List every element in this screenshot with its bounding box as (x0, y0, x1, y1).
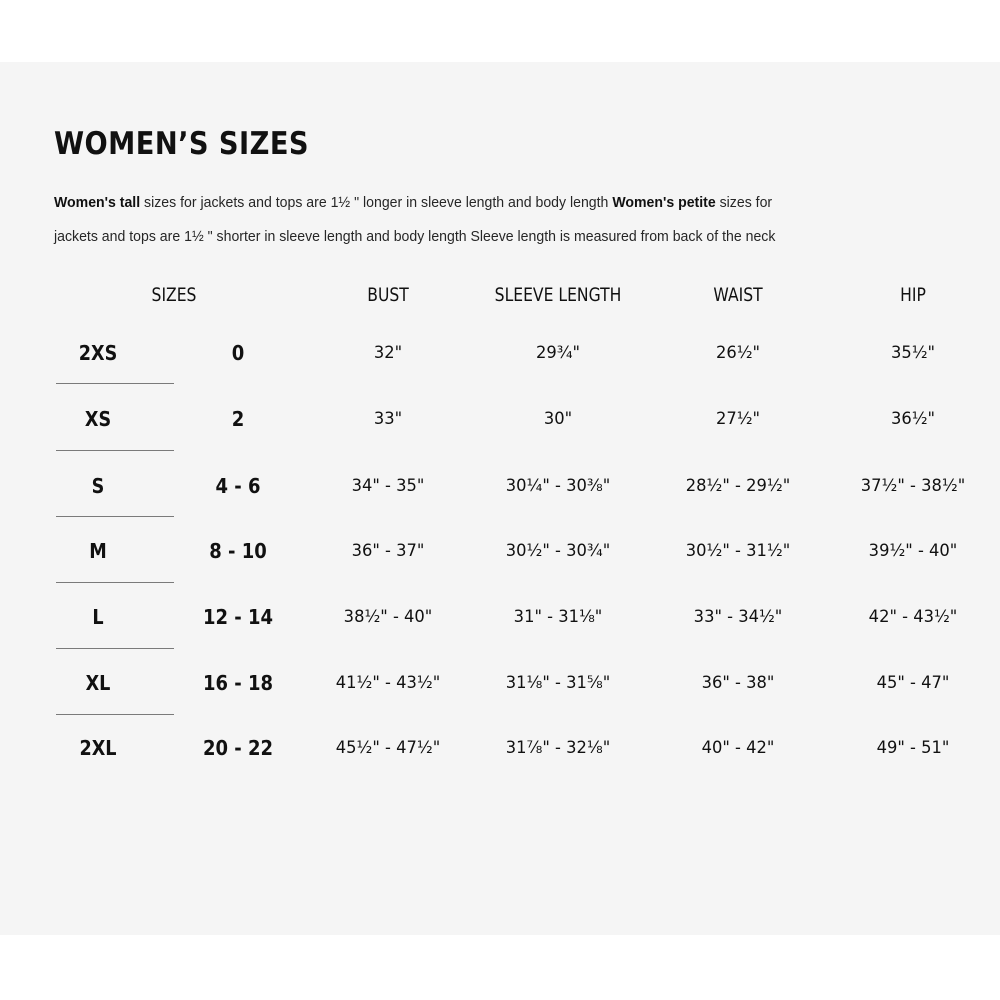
bust-value: 38½" - 40" (343, 607, 433, 627)
size-label: 2XL (79, 736, 117, 760)
column-header-bust: BUST (367, 284, 409, 306)
bust-value: 36" - 37" (351, 541, 425, 561)
sleeve-length-value: 31" - 31⅛" (513, 607, 603, 627)
tall-label: Women's tall (54, 194, 141, 211)
page-title: WOMEN’S SIZES (54, 126, 309, 162)
column-header-hip: HIP (900, 284, 926, 306)
waist-value: 40" - 42" (701, 738, 775, 758)
petite-label: Women's petite (612, 194, 716, 211)
waist-value: 28½" - 29½" (685, 476, 791, 496)
petite-text: sizes for (715, 194, 773, 211)
numeric-size: 4 - 6 (215, 474, 261, 498)
waist-value: 33" - 34½" (693, 607, 783, 627)
waist-value: 27½" (715, 409, 761, 429)
sleeve-length-value: 30¼" - 30⅜" (505, 476, 611, 496)
intro-paragraph (54, 186, 994, 254)
column-header-sizes: SIZES (151, 284, 197, 306)
size-label: 2XS (78, 341, 118, 365)
hip-value: 36½" (890, 409, 936, 429)
numeric-size: 20 - 22 (202, 736, 274, 760)
hip-value: 45" - 47" (876, 673, 950, 693)
bust-value: 33" (373, 409, 403, 429)
sleeve-length-value: 31⅛" - 31⅝" (505, 673, 611, 693)
numeric-size: 2 (231, 407, 245, 431)
hip-value: 37½" - 38½" (860, 476, 966, 496)
bust-value: 34" - 35" (351, 476, 425, 496)
hip-value: 49" - 51" (876, 738, 950, 758)
row-divider (56, 582, 174, 583)
sleeve-length-value: 29¾" (535, 343, 581, 363)
hip-value: 42" - 43½" (868, 607, 958, 627)
row-divider (56, 450, 174, 451)
tall-text: sizes for jackets and tops are 1½ " longer in sleeve length and body length (140, 194, 613, 211)
waist-value: 30½" - 31½" (685, 541, 791, 561)
numeric-size: 16 - 18 (202, 671, 274, 695)
size-label: M (89, 539, 107, 563)
hip-value: 39½" - 40" (868, 541, 958, 561)
bust-value: 32" (373, 343, 403, 363)
intro-line-1 (54, 186, 994, 220)
size-label: XL (85, 671, 111, 695)
bust-value: 45½" - 47½" (335, 738, 441, 758)
row-divider (56, 516, 174, 517)
sleeve-length-value: 31⅞" - 32⅛" (505, 738, 611, 758)
size-label: S (91, 474, 105, 498)
column-header-sleeve-length: SLEEVE LENGTH (494, 284, 622, 306)
bust-value: 41½" - 43½" (335, 673, 441, 693)
row-divider (56, 383, 174, 384)
numeric-size: 8 - 10 (209, 539, 267, 563)
row-divider (56, 714, 174, 715)
size-label: L (92, 605, 104, 629)
intro-line-2: jackets and tops are 1½ " shorter in sleeve length and body length Sleeve length is measured from back of the neck (54, 228, 776, 245)
waist-value: 26½" (715, 343, 761, 363)
hip-value: 35½" (890, 343, 936, 363)
size-label: XS (84, 407, 112, 431)
numeric-size: 0 (231, 341, 245, 365)
column-header-waist: WAIST (713, 284, 763, 306)
numeric-size: 12 - 14 (202, 605, 274, 629)
waist-value: 36" - 38" (701, 673, 775, 693)
row-divider (56, 648, 174, 649)
sleeve-length-value: 30½" - 30¾" (505, 541, 611, 561)
sleeve-length-value: 30" (543, 409, 573, 429)
